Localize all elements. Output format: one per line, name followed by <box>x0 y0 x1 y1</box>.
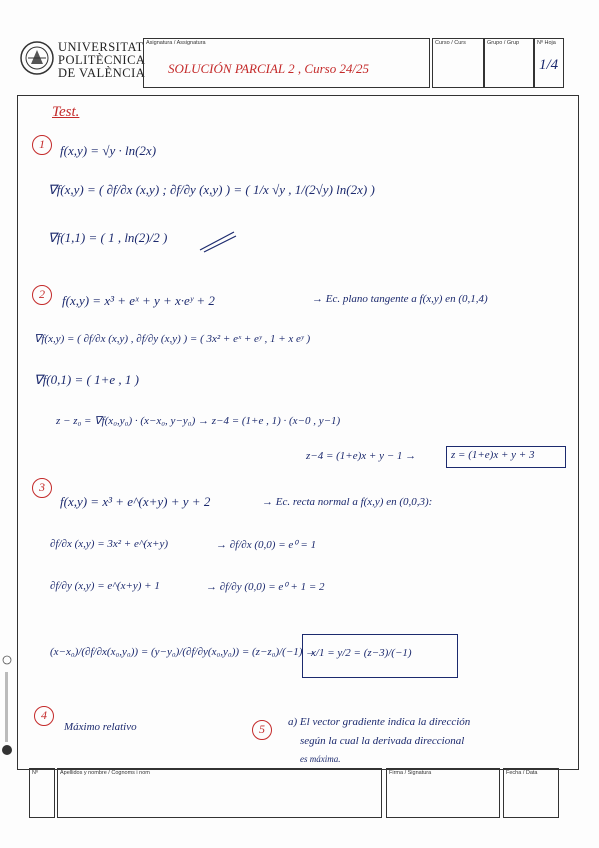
q5-line-3: es máxima. <box>300 754 341 764</box>
q3-line-3: ∂f/∂y (x,y) = e^(x+y) + 1 <box>50 580 160 592</box>
q3-line-1-note: → Ec. recta normal a f(x,y) en (0,0,3): <box>262 496 433 508</box>
university-line-3: DE VALÈNCIA <box>58 66 146 80</box>
q1-line-2: ∇f(x,y) = ( ∂f/∂x (x,y) ; ∂f/∂y (x,y) ) = ( 1/x √y , 1/(2√y) ln(2x) ) <box>48 182 375 197</box>
question-3-marker <box>32 478 52 498</box>
q2-line-2: ∇f(x,y) = ( ∂f/∂x (x,y) , ∂f/∂y (x,y) ) = ( 3x² + eˣ + eʸ , 1 + x eʸ ) <box>34 333 311 345</box>
question-1-number: 1 <box>39 137 45 151</box>
university-line-1: UNIVERSITAT <box>58 40 144 54</box>
footer-name-label: Apellidos y nombre / Cognoms i nom <box>60 770 150 776</box>
subject-label: Asignatura / Assignatura <box>146 40 206 46</box>
subject-value: SOLUCIÓN PARCIAL 2 , Curso 24/25 <box>168 61 370 76</box>
university-seal-icon <box>19 40 55 76</box>
question-2-marker <box>32 285 52 305</box>
question-4-number: 4 <box>41 708 47 722</box>
page-box <box>534 38 564 88</box>
q5-line-1: a) El vector gradiente indica la dirección <box>288 716 471 728</box>
footer-name-box <box>57 768 382 818</box>
q1-line-1: f(x,y) = √y · ln(2x) <box>60 143 157 158</box>
footer-number-label: Nº <box>32 770 38 776</box>
question-1-marker <box>32 135 52 155</box>
footer-number-box <box>29 768 55 818</box>
footer-date-label: Fecha / Data <box>506 770 538 776</box>
footer-signature-label: Firma / Signatura <box>389 770 432 776</box>
q2-line-1: f(x,y) = x³ + eˣ + y + x·eʸ + 2 <box>62 293 215 308</box>
q3-answer: x/1 = y/2 = (z−3)/(−1) <box>311 647 412 659</box>
q3-line-2-result: → ∂f/∂x (0,0) = e⁰ = 1 <box>216 539 317 551</box>
question-5-marker <box>252 720 272 740</box>
q5-line-2: según la cual la derivada direccional <box>300 735 465 747</box>
q2-answer: z = (1+e)x + y + 3 <box>451 449 535 461</box>
subject-box <box>143 38 430 88</box>
footer-signature-box <box>386 768 500 818</box>
course-label: Curso / Curs <box>435 40 466 46</box>
footer-date-box <box>503 768 559 818</box>
question-4-marker <box>34 706 54 726</box>
course-box <box>432 38 484 88</box>
section-heading: Test. <box>52 104 80 120</box>
q3-answer-box <box>302 634 458 678</box>
q4-answer: Máximo relativo <box>64 721 137 733</box>
group-label: Grupo / Grup <box>487 40 520 46</box>
question-5-number: 5 <box>259 722 265 736</box>
page-value: 1/4 <box>539 57 559 73</box>
q3-line-1: f(x,y) = x³ + e^(x+y) + y + 2 <box>60 494 211 509</box>
q3-line-4: (x−x₀)/(∂f/∂x(x₀,y₀)) = (y−y₀)/(∂f/∂y(x₀,y₀)) = (z−z₀)/(−1) → <box>50 646 317 658</box>
q2-answer-box <box>446 446 566 468</box>
university-line-2: POLITÈCNICA <box>58 53 146 67</box>
university-name <box>58 41 145 80</box>
q3-line-3-result: → ∂f/∂y (0,0) = e⁰ + 1 = 2 <box>206 581 325 593</box>
q2-line-4: z − z₀ = ∇f(x₀,y₀) · (x−x₀, y−y₀) → z−4 = (1+e , 1) · (x−0 , y−1) <box>56 415 341 427</box>
side-printer-marks-icon <box>1 650 15 770</box>
question-2-number: 2 <box>39 287 45 301</box>
page-label: Nº Hoja <box>537 40 556 46</box>
q1-answer-mark <box>198 228 238 254</box>
q2-line-1-note: → Ec. plano tangente a f(x,y) en (0,1,4) <box>312 293 488 305</box>
group-box <box>484 38 534 88</box>
q1-line-3: ∇f(1,1) = ( 1 , ln(2)/2 ) <box>48 230 168 245</box>
q3-line-2: ∂f/∂x (x,y) = 3x² + e^(x+y) <box>50 538 169 550</box>
question-3-number: 3 <box>39 480 45 494</box>
q2-line-3: ∇f(0,1) = ( 1+e , 1 ) <box>34 372 139 387</box>
q2-line-5: z−4 = (1+e)x + y − 1 → <box>306 450 417 462</box>
